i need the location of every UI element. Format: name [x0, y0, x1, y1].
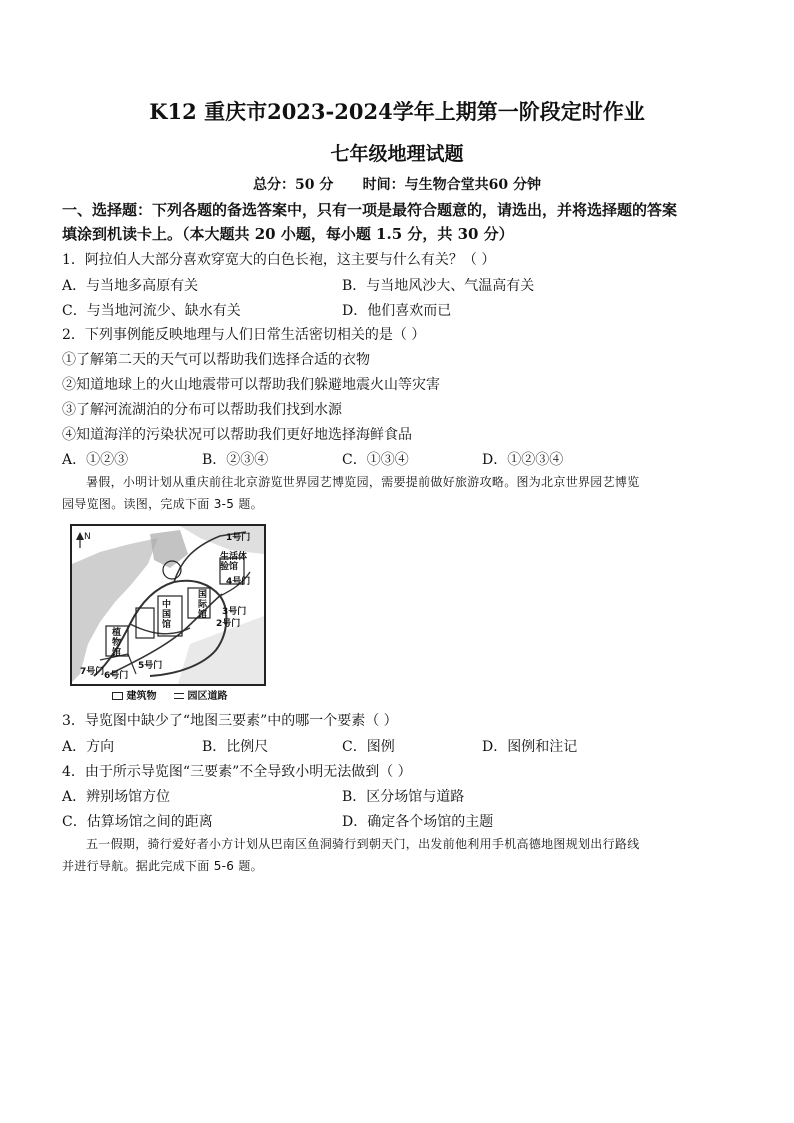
map-legend [112, 687, 227, 702]
q4-option-b: B．区分场馆与道路 [342, 789, 465, 805]
exam-subtitle: 七年级地理试题 [330, 143, 464, 165]
q3-stem: 3．导览图中缺少了“地图三要素”中的哪一个要素（ ） [62, 713, 398, 729]
q1-stem: 1．阿拉伯人大部分喜欢穿宽大的白色长袍，这主要与什么有关？（ ） [62, 252, 496, 268]
q4-option-a: A．辨别场馆方位 [62, 789, 171, 805]
q1-option-c: C．与当地河流少、缺水有关 [62, 303, 241, 319]
q4-option-d: D．确定各个场馆的主题 [342, 814, 494, 830]
q2-item-2: ②知道地球上的火山地震带可以帮助我们躲避地震火山等灾害 [62, 377, 440, 393]
q2-item-3: ③了解河流湖泊的分布可以帮助我们找到水源 [62, 402, 342, 418]
map-label-china-pavilion: 中国馆 [162, 600, 172, 630]
q1-option-a: A．与当地多高原有关 [62, 278, 199, 294]
passage-2-line2: 并进行导航。据此完成下面 5-6 题。 [62, 859, 263, 873]
road-legend-icon [174, 693, 184, 699]
map-label-gate5: 5号门 [138, 661, 163, 671]
north-label: N [84, 532, 91, 542]
map-label-gate3: 3号门 [222, 607, 247, 617]
building-legend-icon [112, 692, 123, 700]
map-label-intl-pavilion: 国际馆 [198, 590, 208, 620]
q2-stem: 2．下列事例能反映地理与人们日常生活密切相关的是（ ） [62, 327, 426, 343]
passage-1 [62, 471, 734, 515]
legend-road: 园区道路 [187, 691, 228, 702]
q4-option-c: C．估算场馆之间的距离 [62, 814, 213, 830]
q1-option-b: B．与当地风沙大、气温高有关 [342, 278, 535, 294]
map-label-plant-pavilion: 植物馆 [112, 628, 122, 658]
q2-option-d: D．①②③④ [482, 452, 564, 468]
section-heading-line2: 填涂到机读卡上。（本大题共 20 小题，每小题 1.5 分，共 30 分） [62, 225, 514, 243]
map-label-gate2: 2号门 [216, 619, 241, 629]
map-label-gate4: 4号门 [226, 577, 251, 587]
map-label-gate7: 7号门 [80, 667, 105, 677]
q3-option-c: C．图例 [342, 739, 395, 755]
q3-option-a: A．方向 [62, 739, 115, 755]
map-label-life-pavilion: 生活体验馆 [220, 552, 248, 572]
legend-building: 建筑物 [126, 691, 157, 702]
passage-2 [62, 833, 734, 877]
passage-1-line2: 园导览图。读图，完成下面 3-5 题。 [62, 497, 263, 511]
q2-option-a: A．①②③ [62, 452, 129, 468]
q2-option-b: B．②③④ [202, 452, 269, 468]
section-heading-line1: 一、选择题：下列各题的备选答案中，只有一项是最符合题意的，请选出，并将选择题的答案 [62, 201, 678, 219]
q3-option-d: D．图例和注记 [482, 739, 578, 755]
exam-info: 总分：50 分 时间：与生物合堂共60 分钟 [253, 177, 541, 193]
map-label-gate1: 1号门 [226, 533, 251, 543]
q2-option-c: C．①③④ [342, 452, 409, 468]
q2-item-1: ①了解第二天的天气可以帮助我们选择合适的衣物 [62, 352, 370, 368]
passage-1-line1: 暑假，小明计划从重庆前往北京游览世界园艺博览园，需要提前做好旅游攻略。图为北京世界园艺博览 [86, 475, 640, 489]
exam-title: K12 重庆市2023-2024学年上期第一阶段定时作业 [149, 99, 645, 124]
q4-stem: 4．由于所示导览图“三要素”不全导致小明无法做到（ ） [62, 764, 412, 780]
passage-2-line1: 五一假期，骑行爱好者小方计划从巴南区鱼洞骑行到朝天门，出发前他利用手机高德地图规划出行路线 [86, 837, 640, 851]
q2-item-4: ④知道海洋的污染状况可以帮助我们更好地选择海鲜食品 [62, 427, 412, 443]
q1-option-d: D．他们喜欢而已 [342, 303, 452, 319]
expo-park-map [70, 524, 266, 686]
q3-option-b: B．比例尺 [202, 739, 269, 755]
map-label-gate6: 6号门 [104, 671, 129, 681]
